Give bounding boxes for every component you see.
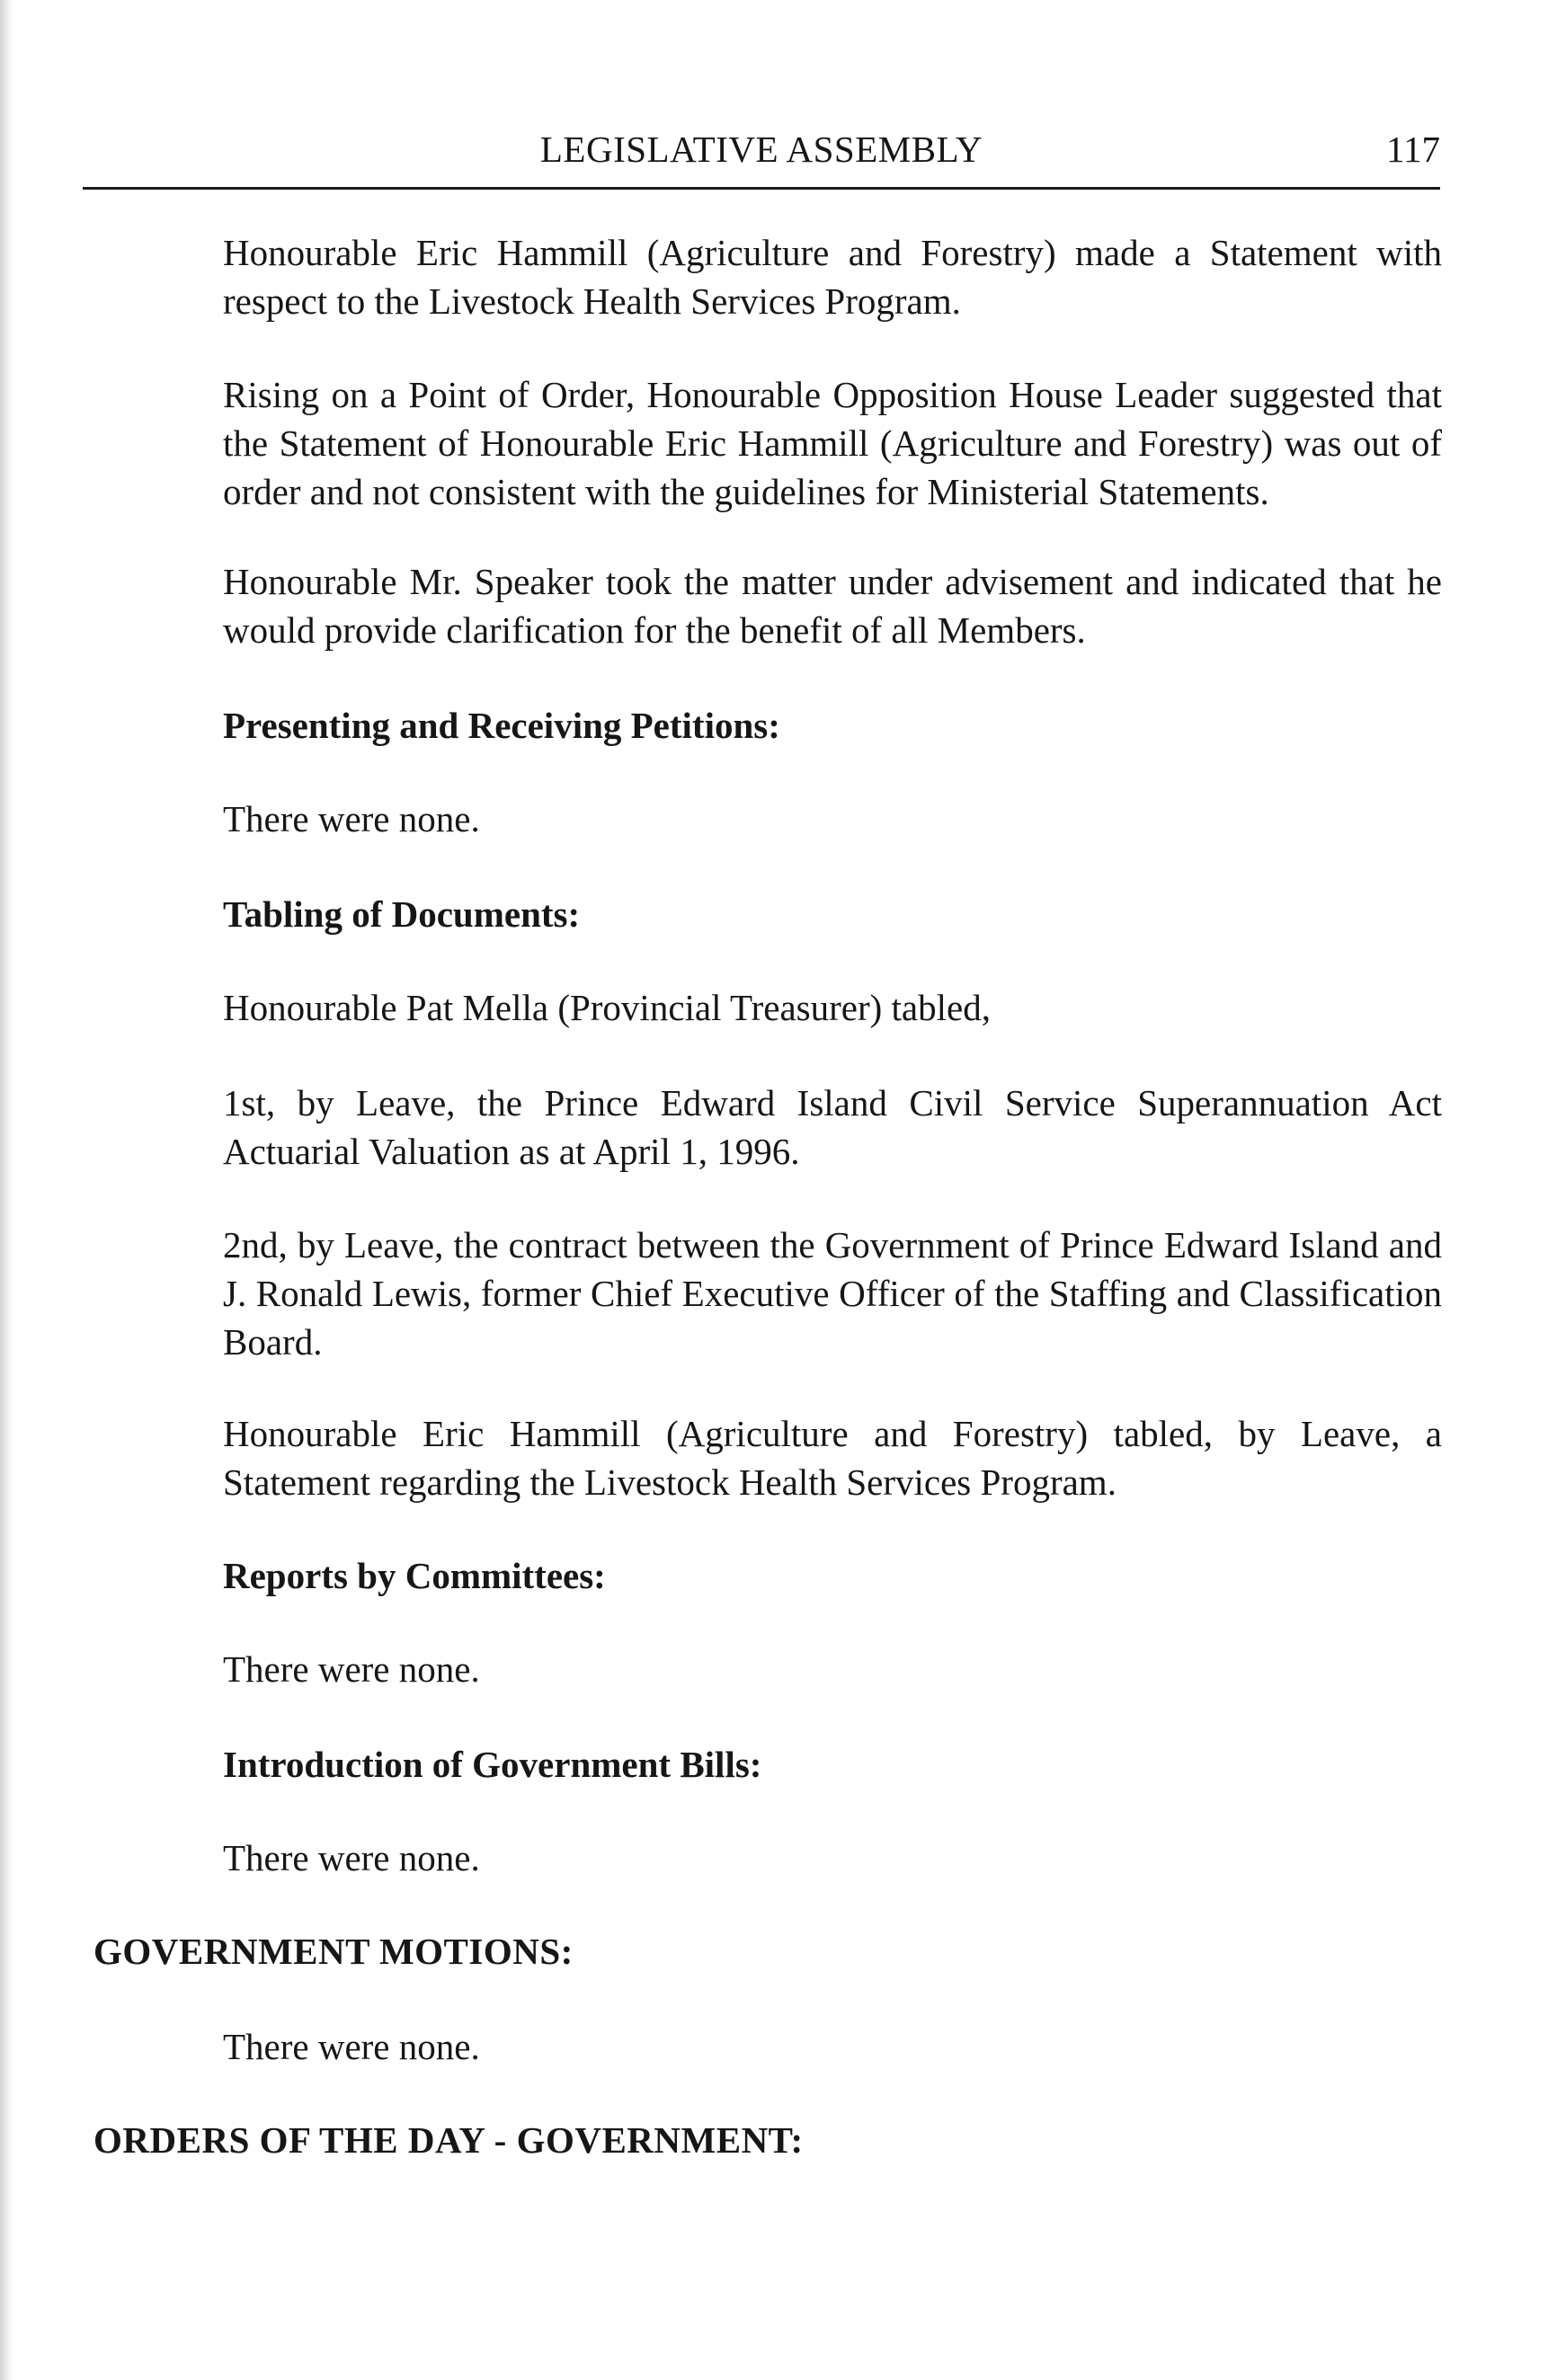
paragraph-motions-none: There were none. (223, 2026, 480, 2067)
paragraph-petitions-none: There were none. (223, 798, 480, 839)
page-number: 117 (1386, 129, 1440, 170)
scan-edge-shadow (0, 0, 14, 2380)
heading-tabling: Tabling of Documents: (223, 893, 581, 935)
paragraph-tabled-second: 2nd, by Leave, the contract between the Government of Prince Edward Island and J. Ronald Lewis, former Chief Executive Officer of the Staffing and Classification Board. (223, 1224, 1442, 1363)
header-title: LEGISLATIVE ASSEMBLY (539, 129, 983, 170)
paragraph-tabled-first: 1st, by Leave, the Prince Edward Island Civil Service Superannuation Act Actuarial Valuation as at April 1, 1996. (223, 1082, 1442, 1172)
heading-orders-of-the-day: ORDERS OF THE DAY - GOVERNMENT: (93, 2119, 804, 2161)
heading-committees: Reports by Committees: (223, 1555, 606, 1596)
paragraph-bills-none: There were none. (223, 1837, 480, 1878)
heading-bills: Introduction of Government Bills: (223, 1744, 762, 1785)
paragraph-mella-tabled: Honourable Pat Mella (Provincial Treasurer) tabled, (223, 987, 991, 1028)
paragraph-hammill-tabled: Honourable Eric Hammill (Agriculture and Forestry) tabled, by Leave, a Statement regarding the Livestock Health Services Program. (223, 1413, 1442, 1503)
paragraph-committees-none: There were none. (223, 1648, 480, 1690)
paragraph-statement: Honourable Eric Hammill (Agriculture and Forestry) made a Statement with respect to the Livestock Health Services Program. (223, 232, 1442, 322)
heading-government-motions: GOVERNMENT MOTIONS: (93, 1931, 574, 1972)
paragraph-point-of-order: Rising on a Point of Order, Honourable Opposition House Leader suggested that the Statement of Honourable Eric Hammill (Agriculture and Forestry) was out of order and not consistent with the guidelines for Ministerial Statements. (223, 374, 1442, 512)
page-header (83, 124, 1440, 190)
paragraph-speaker-advisement: Honourable Mr. Speaker took the matter under advisement and indicated that he would provide clarification for the benefit of all Members. (223, 561, 1442, 651)
heading-petitions: Presenting and Receiving Petitions: (223, 705, 780, 746)
